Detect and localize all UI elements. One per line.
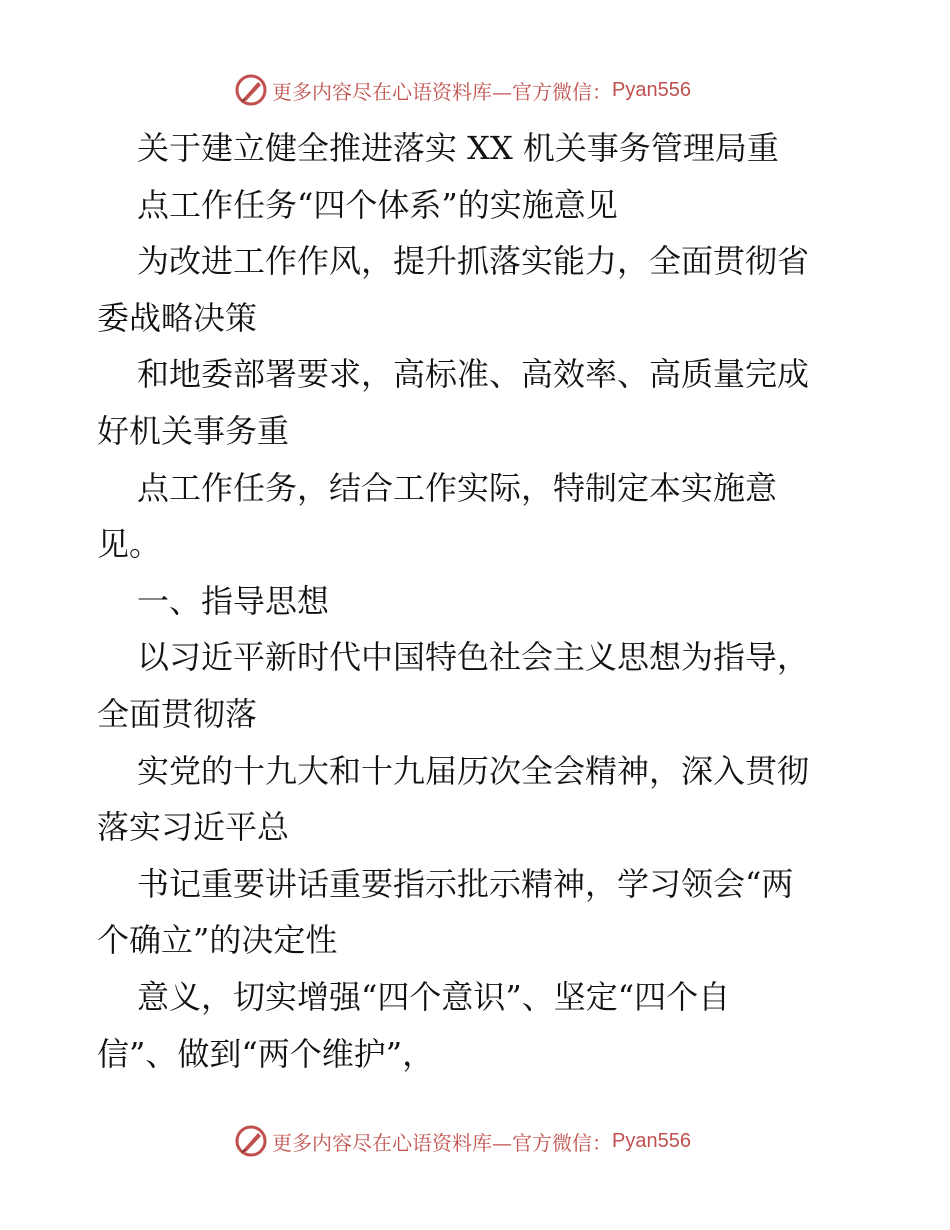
title-line-2: 点工作任务“四个体系”的实施意见 [137,185,618,224]
paragraph-line: 为改进工作作风，提升抓落实能力，全面贯彻省 [137,242,810,281]
paragraph-line: 以习近平新时代中国特色社会主义思想为指导， [137,638,810,677]
paragraph-line: 信”、做到“两个维护”， [97,1034,435,1073]
paragraph-line: 实党的十九大和十九届历次全会精神，深入贯彻 [137,751,810,790]
paragraph-line: 点工作任务，结合工作实际，特制定本实施意 [137,468,778,507]
paragraph-line: 全面贯彻落 [97,694,258,733]
banner-wechat-id: Pyan556 [612,78,691,101]
banner-text: 更多内容尽在心语资料库—官方微信： [272,1130,612,1155]
quill-pen-circle-icon [234,73,268,107]
document-body [97,120,857,1082]
paragraph-line: 意义，切实增强“四个意识”、坚定“四个自 [137,977,731,1016]
title-line-1: 关于建立健全推进落实 XX 机关事务管理局重 [137,129,779,167]
paragraph-line: 委战略决策 [97,298,258,337]
section-heading: 一、指导思想 [137,581,330,620]
header-banner [234,72,691,108]
banner-wechat-id: Pyan556 [612,1129,691,1152]
paragraph-line: 书记重要讲话重要指示批示精神，学习领会“两 [137,864,794,903]
paragraph-line: 见。 [97,525,162,564]
quill-pen-circle-icon [234,1124,268,1158]
paragraph-line: 好机关事务重 [97,411,290,450]
footer-banner [234,1123,691,1159]
paragraph-line: 和地委部署要求，高标准、高效率、高质量完成 [137,355,810,394]
paragraph-line: 落实习近平总 [97,808,290,847]
banner-text: 更多内容尽在心语资料库—官方微信： [272,79,612,104]
paragraph-line: 个确立”的决定性 [97,921,338,960]
